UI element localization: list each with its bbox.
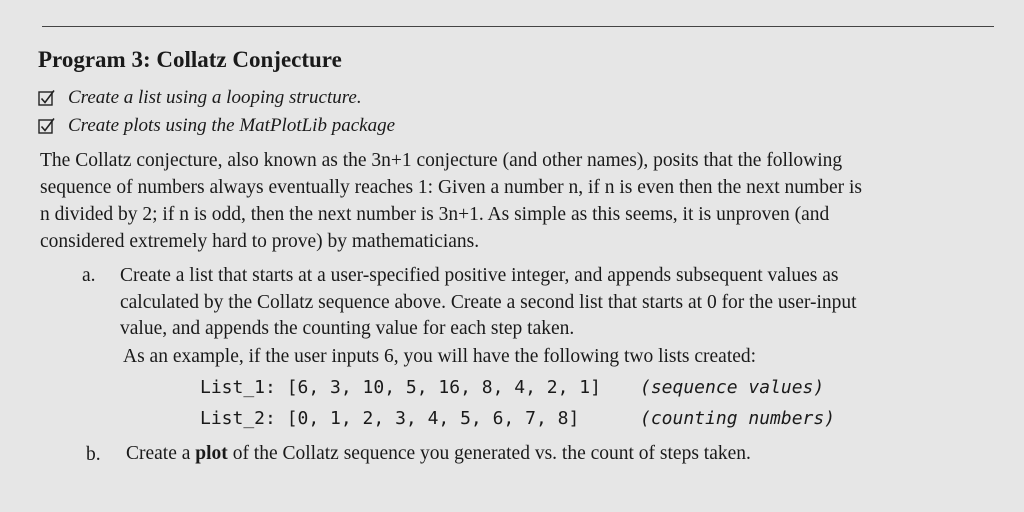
item-b-marker: b. [86, 444, 101, 465]
intro-paragraph [40, 147, 1000, 255]
list1-note: (sequence values) [640, 377, 825, 398]
item-b-text-end: of the Collatz sequence you generated vs. the count of steps taken. [227, 443, 751, 464]
checked-box-icon [38, 89, 56, 107]
checked-box-icon [38, 117, 56, 135]
checklist-item [38, 87, 362, 109]
intro-line: sequence of numbers always eventually reaches 1: Given a number n, if n is even then the next number is [40, 177, 862, 198]
top-divider [42, 26, 994, 27]
item-b-text [126, 443, 751, 465]
intro-line: The Collatz conjecture, also known as the 3n+1 conjecture (and other names), posits that the following [40, 150, 843, 171]
intro-line: considered extremely hard to prove) by mathematicians. [40, 231, 480, 252]
intro-line: n divided by 2; if n is odd, then the next number is 3n+1. As simple as this seems, it is unproven (and [40, 204, 830, 225]
item-a-text [120, 263, 857, 343]
item-b-bold: plot [195, 443, 228, 464]
list1-code: List_1: [6, 3, 10, 5, 16, 8, 4, 2, 1] [200, 377, 601, 398]
item-a-line: Create a list that starts at a user-specified positive integer, and appends subsequent values as [120, 265, 839, 286]
checklist-item [38, 115, 395, 137]
item-a-line: calculated by the Collatz sequence above. Create a second list that starts at 0 for the user-input [120, 291, 857, 313]
list2-code: List_2: [0, 1, 2, 3, 4, 5, 6, 7, 8] [200, 408, 580, 429]
item-a-line: value, and appends the counting value for each step taken. [120, 318, 575, 339]
checklist-label: Create a list using a looping structure. [68, 87, 362, 108]
page-title: Program 3: Collatz Conjecture [38, 47, 342, 72]
item-b-text-start: Create a [126, 443, 196, 464]
item-a-marker: a. [82, 265, 96, 286]
example-text: As an example, if the user inputs 6, you will have the following two lists created: [123, 346, 757, 367]
list2-note: (counting numbers) [640, 408, 836, 429]
checklist-label: Create plots using the MatPlotLib package [68, 115, 396, 136]
